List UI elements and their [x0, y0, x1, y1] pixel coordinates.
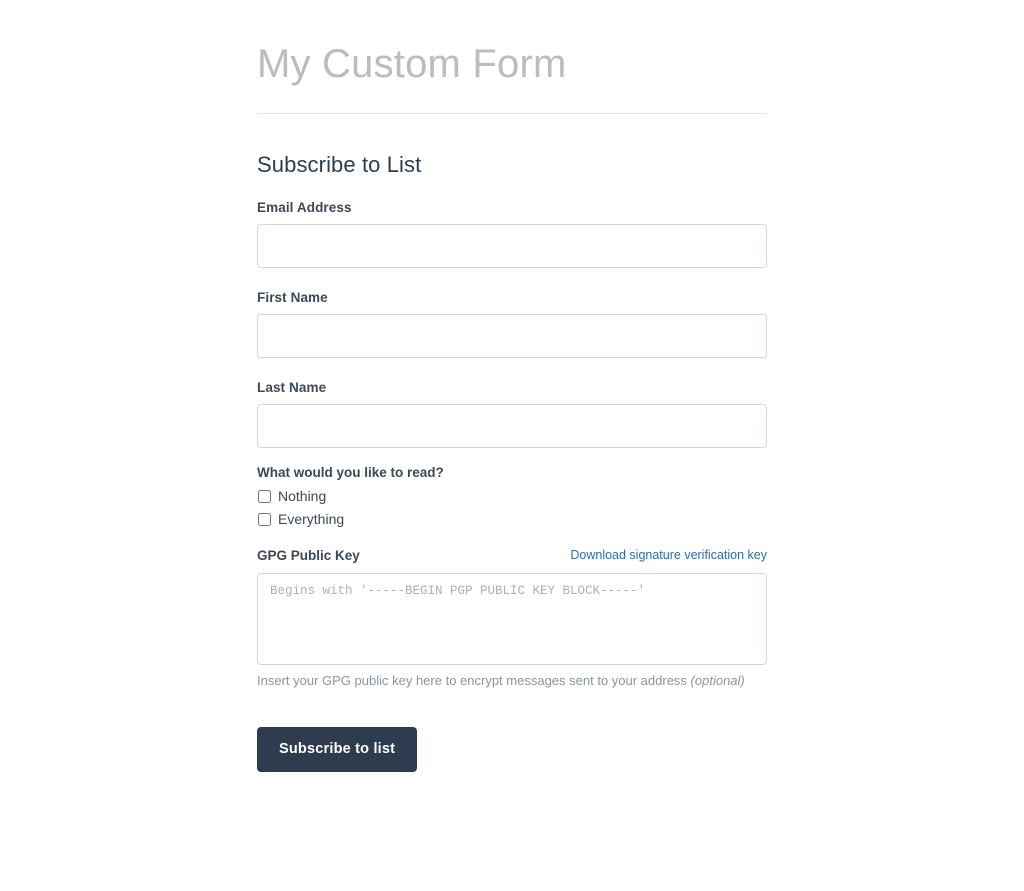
field-first-name — [257, 290, 767, 358]
checkbox-nothing[interactable] — [258, 490, 271, 503]
gpg-header — [257, 547, 767, 567]
last-name-input[interactable] — [257, 404, 767, 448]
form-container — [257, 0, 767, 772]
checkbox-everything[interactable] — [258, 513, 271, 526]
checkbox-row-everything[interactable] — [257, 511, 767, 527]
gpg-help-text — [257, 673, 767, 688]
first-name-label: First Name — [257, 290, 328, 305]
gpg-label: GPG Public Key — [257, 548, 360, 563]
first-name-input[interactable] — [257, 314, 767, 358]
field-last-name — [257, 380, 767, 448]
field-interests — [257, 465, 767, 527]
checkbox-everything-label[interactable]: Everything — [278, 511, 345, 527]
field-gpg-public-key — [257, 547, 767, 688]
page-title: My Custom Form — [257, 42, 567, 86]
gpg-help-text-optional: (optional) — [690, 673, 745, 688]
section-title: Subscribe to List — [257, 152, 422, 177]
subscribe-to-list-button[interactable]: Subscribe to list — [257, 727, 417, 772]
gpg-public-key-textarea[interactable] — [257, 573, 767, 665]
email-input[interactable] — [257, 224, 767, 268]
download-verification-key-link[interactable]: Download signature verification key — [570, 548, 767, 562]
last-name-label: Last Name — [257, 380, 327, 395]
interests-label: What would you like to read? — [257, 465, 444, 480]
email-label: Email Address — [257, 200, 352, 215]
gpg-help-text-main: Insert your GPG public key here to encrypt messages sent to your address — [257, 673, 691, 688]
checkbox-row-nothing[interactable] — [257, 488, 767, 504]
field-email-address — [257, 200, 767, 268]
checkbox-nothing-label[interactable]: Nothing — [278, 488, 327, 504]
